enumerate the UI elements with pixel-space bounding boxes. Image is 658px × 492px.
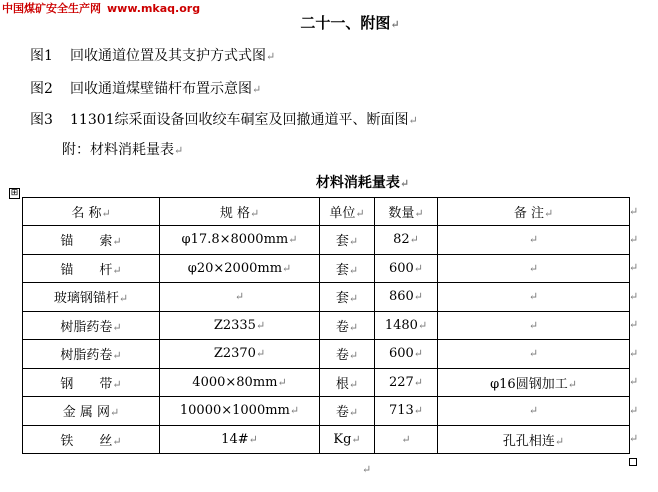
table-cell[interactable] [375,254,438,283]
row-end-mark: ↵ [629,289,639,303]
cell-mark: ↵ [401,432,411,446]
cell-mark: ↵ [112,349,122,363]
cell-mark: ↵ [528,233,539,247]
cell-mark: ↵ [413,375,424,389]
cell-text: φ17.8×8000mm [181,232,289,248]
figure-title: 回收通道煤壁锚杆布置示意图 [70,81,252,97]
cell-mark: ↵ [112,320,122,334]
figure-item [30,78,261,98]
cell-mark: ↵ [255,347,266,361]
cell-text: 树脂药卷 [60,348,113,364]
cell-text: 铁 丝 [60,433,113,449]
cell-text: 600 [388,260,414,276]
cell-mark: ↵ [112,263,122,277]
cell-text: 备 注 [513,206,544,221]
table-header-cell[interactable] [320,198,375,226]
table-cell[interactable] [438,368,630,397]
cell-text: 玻璃钢锚杆 [53,291,119,307]
cell-mark: ↵ [112,377,122,391]
cell-text: 860 [388,289,414,305]
cell-text: 金 属 网 [62,405,111,421]
cell-mark: ↵ [351,432,361,446]
watermark-site-name: 中国煤矿安全生产网 [2,2,101,15]
table-row [23,254,630,283]
row-end-mark: ↵ [629,261,639,275]
cell-mark: ↵ [277,375,287,389]
cell-text: 钢 带 [60,376,113,392]
cell-text: 根 [335,376,349,392]
table-cell[interactable] [23,340,160,369]
cell-mark: ↵ [543,207,554,220]
figure-number: 图1 [30,48,53,64]
section-heading [0,12,658,33]
cell-text: 713 [388,403,414,419]
table-cell[interactable] [375,397,438,426]
table-cell[interactable] [375,226,438,255]
heading-text: 二十一、附图 [300,14,391,32]
table-cell[interactable] [320,311,375,340]
table-header-cell[interactable] [375,198,438,226]
cell-mark: ↵ [348,263,359,277]
figure-item [30,109,418,129]
cell-text: 卷 [335,319,349,335]
cell-text: 卷 [335,405,349,421]
cell-text: 套 [335,262,349,278]
cell-text: φ20×2000mm [187,260,283,276]
cell-mark: ↵ [118,292,129,306]
cell-mark: ↵ [414,207,424,220]
figure-item [30,45,275,65]
cell-text: Kg [333,431,352,447]
watermark-url[interactable]: www.mkaq.org [107,2,201,15]
table-row [23,226,630,255]
table-row [23,311,630,340]
cell-text: 树脂药卷 [60,319,113,335]
cell-mark: ↵ [348,320,359,334]
table-cell[interactable] [438,340,630,369]
table-cell[interactable] [160,283,320,312]
cell-mark: ↵ [413,290,424,304]
table-cell[interactable] [438,254,630,283]
cell-mark: ↵ [255,318,266,332]
table-cell[interactable] [160,254,320,283]
table-header-row [23,198,630,226]
table-cell[interactable] [375,311,438,340]
material-consumption-table [22,197,630,454]
cell-mark: ↵ [355,207,365,220]
cell-text: 套 [335,234,349,250]
cell-mark: ↵ [110,406,120,420]
cell-text: φ16圆钢加工 [490,376,568,392]
table-cell[interactable] [23,368,160,397]
cell-mark: ↵ [528,404,539,418]
table-cell[interactable] [160,340,320,369]
table-cell[interactable] [23,226,160,255]
row-end-mark: ↵ [629,403,639,417]
cell-mark: ↵ [413,404,424,418]
cell-mark: ↵ [567,377,577,391]
cell-text: 规 格 [219,206,250,221]
table-cell[interactable] [375,340,438,369]
cell-mark: ↵ [282,261,292,275]
table-move-handle-icon[interactable]: ⊞ [10,188,19,198]
cell-mark: ↵ [234,290,245,304]
table-cell[interactable] [160,311,320,340]
cell-mark: ↵ [348,406,359,420]
cell-text: 227 [388,374,414,390]
table-cell[interactable] [160,368,320,397]
table-header-cell[interactable] [438,198,630,226]
paragraph-mark: ↵ [266,50,276,63]
figure-title: 回收通道位置及其支护方式式图 [70,48,266,64]
table-cell[interactable] [320,368,375,397]
cell-text: 10000×1000mm [179,403,290,419]
cell-mark: ↵ [112,235,122,249]
cell-mark: ↵ [101,207,111,220]
table-row [23,340,630,369]
table-cell[interactable] [320,425,375,454]
end-paragraph-mark: ↵ [362,463,372,476]
cell-mark: ↵ [528,347,539,361]
row-end-mark: ↵ [629,204,639,218]
cell-text: 锚 杆 [60,262,113,278]
table-cell[interactable] [320,340,375,369]
row-end-mark: ↵ [629,375,639,389]
cell-mark: ↵ [554,434,565,448]
row-end-mark: ↵ [629,232,639,246]
cell-mark: ↵ [348,349,359,363]
table-cell[interactable] [375,283,438,312]
table-cell[interactable] [160,425,320,454]
row-end-mark: ↵ [629,346,639,360]
table-title-text: 材料消耗量表 [315,175,400,191]
cell-mark: ↵ [248,432,258,446]
cell-mark: ↵ [413,261,424,275]
cell-text: 单位 [329,206,356,221]
cell-text: 锚 索 [60,234,113,250]
cell-mark: ↵ [528,261,539,275]
table-title [0,172,658,192]
cell-mark: ↵ [112,434,122,448]
paragraph-mark: ↵ [390,18,400,31]
cell-mark: ↵ [348,377,359,391]
appendix-line [62,139,183,159]
cell-text: 名 称 [71,206,102,221]
cell-mark: ↵ [417,318,428,332]
table-row [23,283,630,312]
cell-text: 卷 [335,348,349,364]
table-cell[interactable] [320,283,375,312]
cell-mark: ↵ [409,233,419,247]
cell-text: 82 [393,232,410,248]
cell-text: 数量 [388,206,415,221]
cell-mark: ↵ [288,233,298,247]
paragraph-mark: ↵ [252,83,262,96]
table-cell[interactable] [438,311,630,340]
table-cell[interactable] [320,226,375,255]
table-cell[interactable] [23,254,160,283]
cell-mark: ↵ [528,318,539,332]
table-row [23,368,630,397]
cell-text: 14# [221,431,249,447]
table-row [23,397,630,426]
cell-text: 套 [335,291,349,307]
cell-mark: ↵ [413,347,424,361]
cell-mark: ↵ [289,404,300,418]
table-cell[interactable] [320,254,375,283]
table-resize-handle[interactable] [629,458,637,466]
table-cell[interactable] [438,226,630,255]
table-cell[interactable] [23,311,160,340]
cell-mark: ↵ [249,207,260,220]
table-header-cell[interactable] [160,198,320,226]
table-cell[interactable] [438,425,630,454]
table-cell[interactable] [23,425,160,454]
paragraph-mark: ↵ [174,144,184,157]
cell-mark: ↵ [528,290,539,304]
row-end-mark: ↵ [629,318,639,332]
table-header-cell[interactable] [23,198,160,226]
table-cell[interactable] [375,368,438,397]
table-cell[interactable] [160,226,320,255]
cell-text: 600 [388,346,414,362]
cell-text: 孔孔相连 [502,433,555,449]
figure-number: 图3 [30,112,53,128]
table-row [23,425,630,454]
figure-title: 11301综采面设备回收绞车硐室及回撤通道平、断面图 [70,112,409,128]
cell-mark: ↵ [348,235,359,249]
cell-text: 4000×80mm [192,374,278,390]
table-cell[interactable] [23,283,160,312]
paragraph-mark: ↵ [399,177,410,190]
appendix-text: 附：材料消耗量表 [62,142,174,158]
paragraph-mark: ↵ [408,114,418,127]
cell-text: Z2370 [213,346,256,362]
cell-text: Z2335 [213,317,256,333]
table-cell[interactable] [438,283,630,312]
cell-text: 1480 [384,317,418,333]
table-cell[interactable] [23,397,160,426]
row-end-mark: ↵ [629,432,639,446]
table-cell[interactable] [320,397,375,426]
table-cell[interactable] [438,397,630,426]
cell-mark: ↵ [348,292,359,306]
figure-number: 图2 [30,81,53,97]
table-cell[interactable] [375,425,438,454]
table-cell[interactable] [160,397,320,426]
